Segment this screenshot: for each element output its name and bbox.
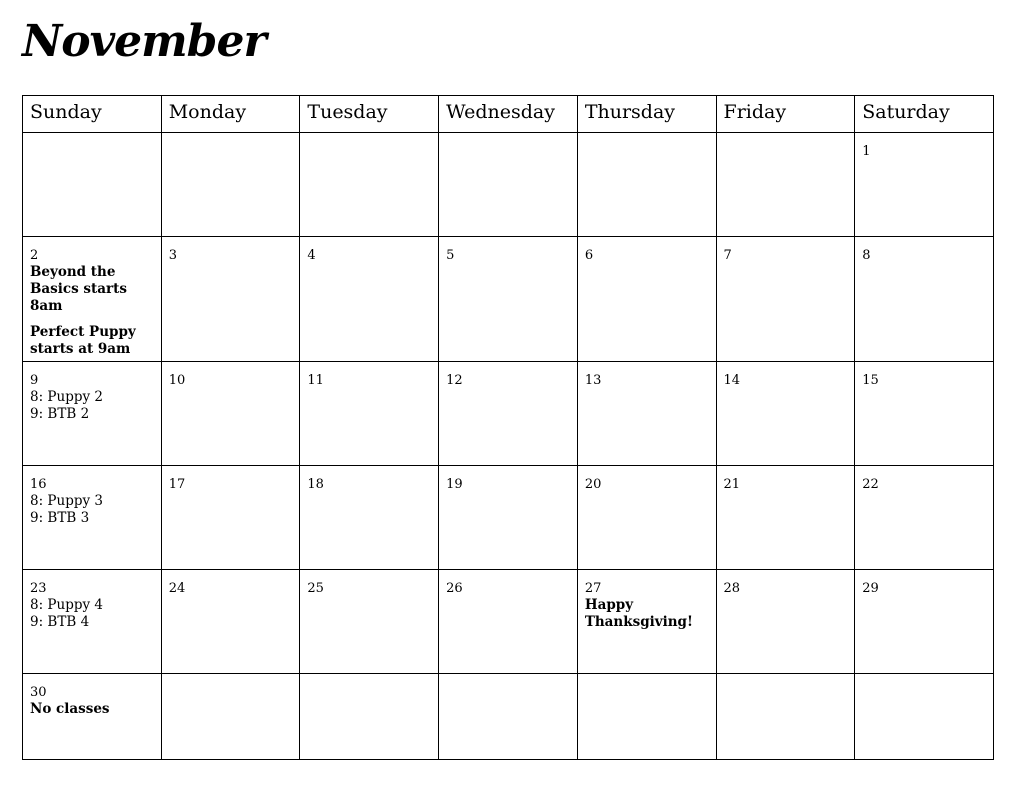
week-row — [23, 466, 994, 570]
day-cell[interactable] — [161, 133, 300, 237]
day-cell[interactable] — [855, 674, 994, 760]
day-cell[interactable] — [577, 570, 716, 674]
event-text: 8: Puppy 2 — [30, 389, 103, 405]
day-number: 29 — [862, 581, 879, 596]
day-cell[interactable] — [23, 674, 162, 760]
weekday-header: Thursday — [577, 96, 716, 133]
day-cell[interactable] — [23, 133, 162, 237]
day-number: 30 — [30, 685, 47, 700]
day-cell[interactable] — [23, 570, 162, 674]
day-number: 14 — [723, 373, 741, 388]
day-cell[interactable] — [161, 237, 300, 362]
day-number: 21 — [723, 477, 741, 492]
day-cell[interactable] — [577, 674, 716, 760]
day-number: 15 — [862, 373, 879, 388]
day-number: 9 — [30, 373, 39, 388]
day-cell[interactable] — [577, 237, 716, 362]
weekday-header: Monday — [161, 96, 300, 133]
day-cell[interactable] — [439, 237, 578, 362]
weekday-header: Wednesday — [439, 96, 578, 133]
week-row — [23, 133, 994, 237]
day-cell[interactable] — [300, 466, 439, 570]
day-number: 28 — [723, 581, 741, 596]
event-text: Happy Thanksgiving! — [584, 597, 693, 630]
day-cell[interactable] — [855, 362, 994, 466]
day-number: 13 — [584, 373, 602, 388]
day-cell[interactable] — [716, 674, 855, 760]
day-cell[interactable] — [439, 466, 578, 570]
event-text: Perfect Puppy starts at 9am — [30, 324, 136, 357]
day-cell[interactable] — [161, 466, 300, 570]
day-number: 7 — [723, 248, 732, 263]
day-cell[interactable] — [855, 133, 994, 237]
event-text: 9: BTB 2 — [30, 406, 90, 422]
day-cell[interactable] — [23, 362, 162, 466]
day-number: 26 — [446, 581, 463, 596]
day-cell[interactable] — [716, 362, 855, 466]
day-number: 27 — [584, 581, 602, 596]
month-title: November — [22, 16, 266, 67]
calendar-grid — [22, 95, 994, 760]
day-number: 8 — [862, 248, 871, 263]
day-cell[interactable] — [300, 237, 439, 362]
day-cell[interactable] — [855, 466, 994, 570]
day-cell[interactable] — [439, 362, 578, 466]
weekday-header: Sunday — [23, 96, 162, 133]
day-number: 2 — [30, 248, 39, 263]
event-text: Beyond the Basics starts 8am — [30, 264, 127, 314]
day-number: 16 — [30, 477, 47, 492]
day-cell[interactable] — [23, 237, 162, 362]
day-number: 23 — [30, 581, 47, 596]
day-cell[interactable] — [716, 466, 855, 570]
week-row — [23, 570, 994, 674]
day-number: 5 — [446, 248, 455, 263]
day-number: 20 — [584, 477, 602, 492]
day-number: 25 — [307, 581, 324, 596]
day-cell[interactable] — [716, 237, 855, 362]
day-cell[interactable] — [577, 362, 716, 466]
day-number: 24 — [168, 581, 186, 596]
day-cell[interactable] — [23, 466, 162, 570]
week-row — [23, 674, 994, 760]
day-number: 10 — [168, 373, 186, 388]
day-number: 1 — [862, 144, 871, 159]
day-cell[interactable] — [161, 674, 300, 760]
weekday-header-row — [23, 96, 994, 133]
week-row — [23, 237, 994, 362]
day-cell[interactable] — [161, 362, 300, 466]
event-text: 9: BTB 4 — [30, 614, 90, 630]
day-number: 4 — [307, 248, 316, 263]
event-text: 8: Puppy 3 — [30, 493, 103, 509]
day-cell[interactable] — [716, 133, 855, 237]
day-cell[interactable] — [716, 570, 855, 674]
day-cell[interactable] — [300, 362, 439, 466]
day-number: 18 — [307, 477, 324, 492]
day-cell[interactable] — [439, 674, 578, 760]
day-cell[interactable] — [855, 237, 994, 362]
weekday-header: Tuesday — [300, 96, 439, 133]
day-cell[interactable] — [300, 133, 439, 237]
day-cell[interactable] — [577, 133, 716, 237]
day-number: 17 — [168, 477, 186, 492]
week-row — [23, 362, 994, 466]
weekday-header: Friday — [716, 96, 855, 133]
day-cell[interactable] — [300, 570, 439, 674]
day-number: 22 — [862, 477, 879, 492]
day-cell[interactable] — [161, 570, 300, 674]
day-number: 3 — [168, 248, 177, 263]
day-number: 12 — [446, 373, 463, 388]
event-text: No classes — [30, 701, 110, 717]
day-cell[interactable] — [439, 570, 578, 674]
event-text: 9: BTB 3 — [30, 510, 90, 526]
day-number: 6 — [584, 248, 594, 263]
day-cell[interactable] — [855, 570, 994, 674]
day-number: 11 — [307, 373, 324, 388]
day-cell[interactable] — [577, 466, 716, 570]
day-cell[interactable] — [300, 674, 439, 760]
day-number: 19 — [446, 477, 463, 492]
day-cell[interactable] — [439, 133, 578, 237]
event-text: 8: Puppy 4 — [30, 597, 103, 613]
weekday-header: Saturday — [855, 96, 994, 133]
